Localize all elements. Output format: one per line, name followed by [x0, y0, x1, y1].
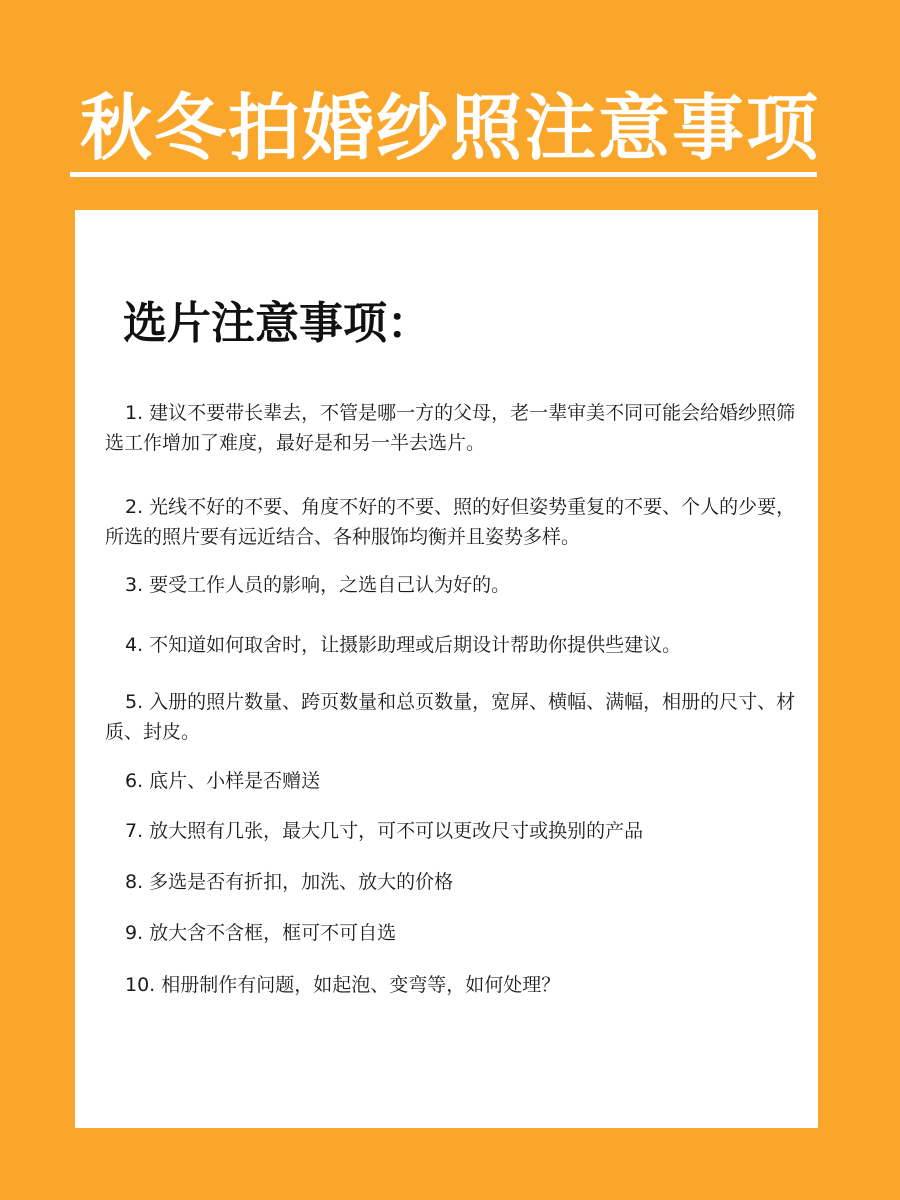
note-item-1: 1. 建议不要带长辈去，不管是哪一方的父母，老一辈审美不同可能会给婚纱照筛选工作增加了难度，最好是和另一半去选片。: [105, 402, 796, 454]
note-item-8: 8. 多选是否有折扣，加洗、放大的价格: [125, 871, 454, 893]
note-item-10: 10. 相册制作有问题，如起泡、变弯等，如何处理？: [125, 974, 561, 996]
note-item-2: 2. 光线不好的不要、角度不好的不要、照的好但姿势重复的不要、个人的少要，所选的照片要有远近结合、各种服饰均衡并且姿势多样。: [105, 496, 796, 548]
title-underline: [70, 172, 817, 177]
note-item-7: 7. 放大照有几张，最大几寸，可不可以更改尺寸或换别的产品: [125, 820, 644, 842]
note-item-5: 5. 入册的照片数量、跨页数量和总页数量，宽屏、横幅、满幅，相册的尺寸、材质、封皮。: [105, 691, 796, 743]
page-title: 秋冬拍婚纱照注意事项: [79, 86, 820, 170]
content-card: [75, 210, 818, 1128]
section-heading: 选片注意事项：: [123, 298, 431, 349]
note-item-4: 4. 不知道如何取舍时，让摄影助理或后期设计帮助你提供些建议。: [125, 634, 682, 656]
note-item-6: 6. 底片、小样是否赠送: [125, 770, 321, 792]
note-item-9: 9. 放大含不含框，框可不可自选: [125, 922, 397, 944]
note-item-3: 3. 要受工作人员的影响，之选自己认为好的。: [125, 574, 511, 596]
